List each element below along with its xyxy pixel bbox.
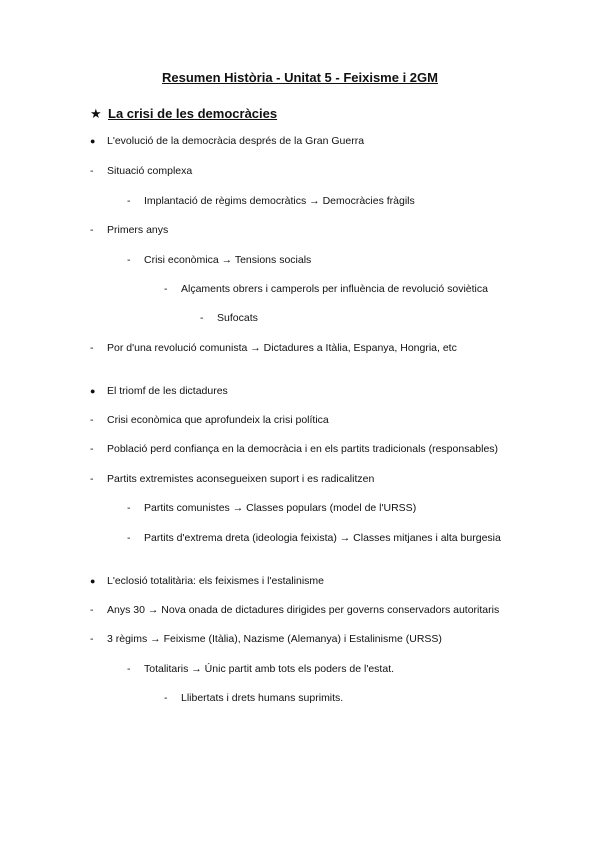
list-item-text: Alçaments obrers i camperols per influència de revolució soviètica [181, 283, 488, 295]
dash-marker: - [90, 224, 94, 236]
list-item-text: Partits comunistes → Classes populars (model de l'URSS) [144, 502, 417, 514]
list-item-text: Sufocats [217, 312, 258, 324]
star-icon: ★ [90, 106, 102, 121]
list-item-text: Situació complexa [107, 165, 193, 177]
section-heading [90, 106, 277, 122]
section-heading-label: La crisi de les democràcies [108, 106, 278, 121]
list-item-text: Anys 30 → Nova onada de dictadures dirigides per governs conservadors autoritaris [107, 604, 500, 616]
dash-marker: - [200, 312, 204, 324]
dash-marker: - [127, 502, 131, 514]
list-item-text: Crisi econòmica que aprofundeix la crisi política [107, 414, 329, 426]
list-item-text: Població perd confiança en la democràcia i en els partits tradicionals (responsables) [107, 443, 499, 455]
list-item-text: Por d'una revolució comunista → Dictadures a Itàlia, Espanya, Hongria, etc [107, 342, 457, 354]
dash-marker: - [90, 342, 94, 354]
dash-marker: - [127, 532, 131, 544]
bullet-icon: ● [90, 136, 96, 146]
dash-marker: - [127, 663, 131, 675]
dash-marker: - [90, 633, 94, 645]
list-item-text: Partits extremistes aconsegueixen suport i es radicalitzen [107, 473, 375, 485]
dash-marker: - [164, 692, 168, 704]
list-item-text: Llibertats i drets humans suprimits. [181, 692, 344, 704]
document-title: Resumen Història - Unitat 5 - Feixisme i 2GM [162, 70, 438, 85]
list-item-text: Primers anys [107, 224, 169, 236]
list-item-text: El triomf de les dictadures [107, 385, 228, 397]
dash-marker: - [127, 254, 131, 266]
dash-marker: - [90, 443, 94, 455]
dash-marker: - [90, 473, 94, 485]
dash-marker: - [90, 414, 94, 426]
list-item-text: Partits d'extrema dreta (ideologia feixista) → Classes mitjanes i alta burgesia [144, 532, 501, 544]
list-item-text: Crisi econòmica → Tensions socials [144, 254, 312, 266]
dash-marker: - [127, 195, 131, 207]
dash-marker: - [90, 604, 94, 616]
dash-marker: - [90, 165, 94, 177]
dash-marker: - [164, 283, 168, 295]
list-item-text: Totalitaris → Únic partit amb tots els poders de l'estat. [144, 663, 395, 675]
list-item-text: L'eclosió totalitària: els feixismes i l'estalinisme [107, 575, 325, 587]
bullet-icon: ● [90, 386, 96, 396]
list-item-text: Implantació de règims democràtics → Democràcies fràgils [144, 195, 415, 207]
list-item-text: L'evolució de la democràcia després de la Gran Guerra [107, 135, 365, 147]
bullet-icon: ● [90, 576, 96, 586]
list-item-text: 3 règims → Feixisme (Itàlia), Nazisme (Alemanya) i Estalinisme (URSS) [107, 633, 442, 645]
